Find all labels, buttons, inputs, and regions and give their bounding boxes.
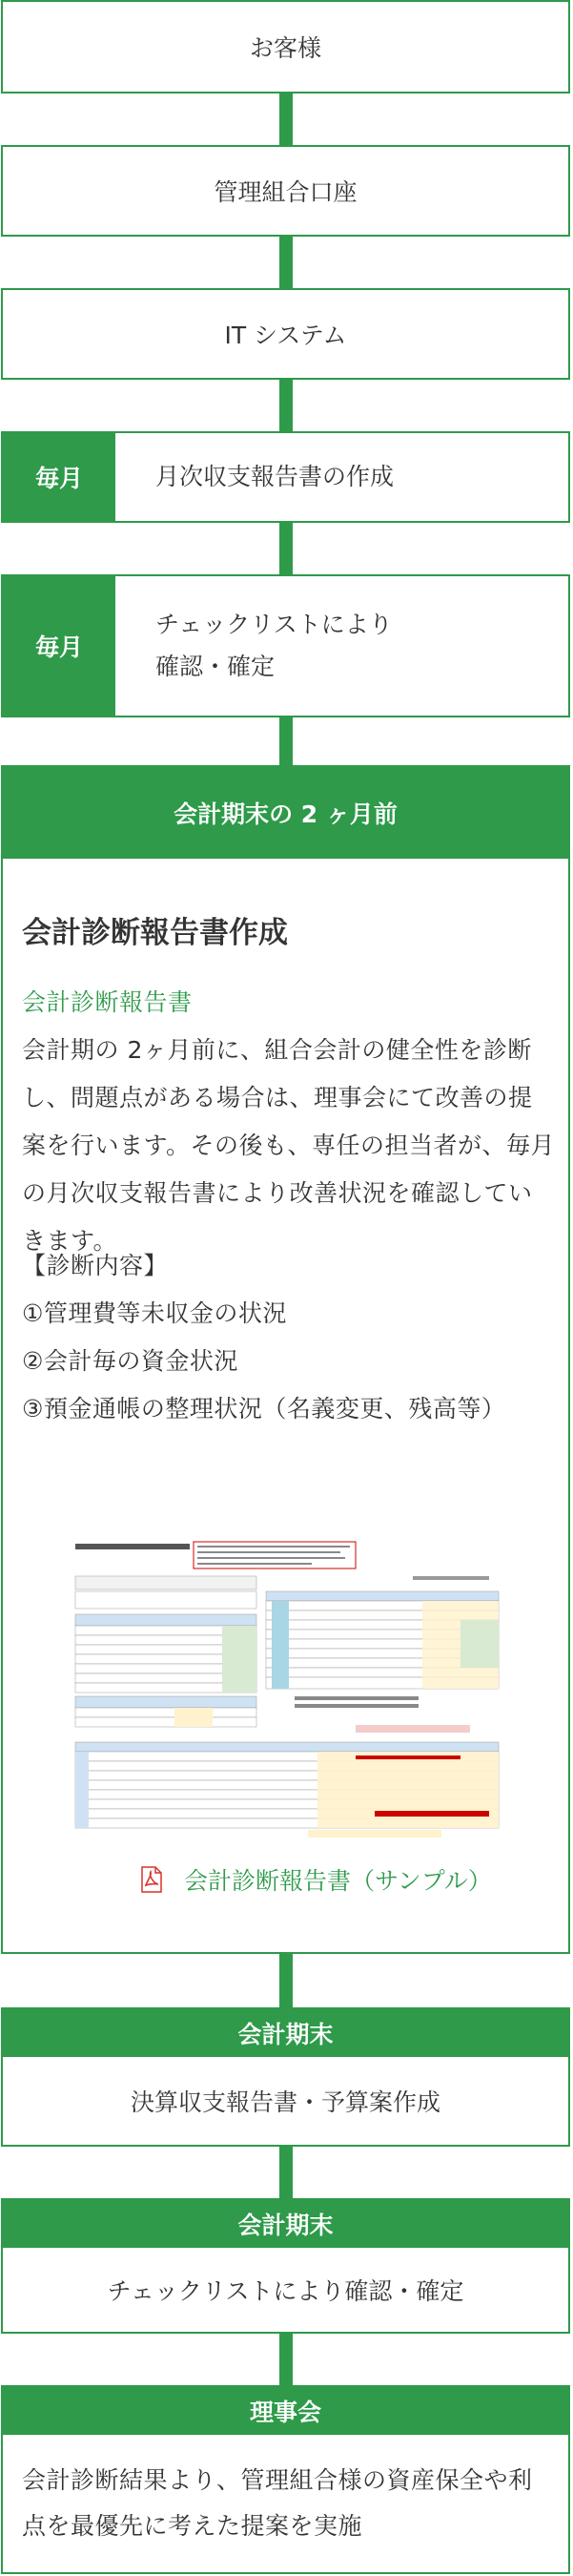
connector [279, 93, 293, 145]
step-board-meeting-body: 会計診断結果より、管理組合様の資産保全や利点を最優先に考えた提案を実施 [22, 2466, 533, 2540]
connector [279, 2147, 293, 2198]
pdf-icon [140, 1866, 163, 1893]
step-fiscal-check-body: チェックリストにより確認・確定 [107, 2277, 464, 2305]
step-monthly-check [1, 574, 570, 717]
connector [279, 717, 293, 765]
connector [279, 1954, 293, 2007]
step-monthly-tag: 毎月 [3, 433, 115, 521]
step-board-meeting-header: 理事会 [3, 2387, 568, 2435]
diagnosis-body: 会計期の 2ヶ月前に、組合会計の健全性を診断し、問題点がある場合は、理事会にて改善の提案を行います。その後も、専任の担当者が、毎月の月次収支報告書により改善状況を確認していきます。 [22, 1036, 556, 1255]
step-it-system [1, 288, 570, 380]
connector [279, 237, 293, 288]
diagnosis-items [22, 1242, 556, 1433]
step-monthly-report [1, 431, 570, 523]
sample-report-thumbnail[interactable] [70, 1538, 504, 1845]
step-fiscal-check-header: 会計期末 [3, 2200, 568, 2248]
diagnosis-item: ②会計毎の資金状況 [22, 1347, 238, 1375]
diagnosis-subtitle-text: 会計診断報告書 [22, 988, 193, 1016]
step-fiscal-check [1, 2198, 570, 2334]
diagnosis-section [1, 765, 570, 1954]
step-fiscal-settlement-body: 決算収支報告書・予算案作成 [130, 2088, 440, 2116]
step-board-meeting [1, 2385, 570, 2574]
sample-report-link[interactable] [140, 1860, 492, 1899]
diagnosis-subtitle [22, 979, 556, 1027]
step-monthly-report-text: 月次収支報告書の作成 [155, 463, 395, 491]
step-monthly-check-line1: チェックリストにより [155, 611, 393, 639]
sample-report-image [70, 1538, 504, 1845]
step-customer [1, 0, 570, 93]
diagnosis-title: 会計診断報告書作成 [22, 916, 288, 950]
step-association-account-label: 管理組合口座 [214, 178, 358, 206]
connector [279, 523, 293, 574]
diagnosis-items-heading: 【診断内容】 [22, 1252, 169, 1279]
step-it-system-label: IT システム [224, 322, 347, 349]
diagnosis-item: ③預金通帳の整理状況（名義変更、残高等） [22, 1395, 506, 1423]
connector [279, 2334, 293, 2385]
step-fiscal-settlement-header: 会計期末 [3, 2009, 568, 2057]
sample-report-link-text: 会計診断報告書（サンプル） [184, 1867, 492, 1895]
diagnosis-item: ①管理費等未収金の状況 [22, 1299, 287, 1327]
connector [279, 380, 293, 431]
step-monthly-tag: 毎月 [3, 576, 115, 716]
diagnosis-section-header: 会計期末の 2 ヶ月前 [3, 767, 568, 859]
step-customer-label: お客様 [249, 34, 321, 62]
step-monthly-check-text [115, 576, 568, 716]
step-fiscal-settlement [1, 2007, 570, 2147]
step-monthly-check-line2: 確認・確定 [155, 653, 276, 680]
step-association-account [1, 145, 570, 237]
